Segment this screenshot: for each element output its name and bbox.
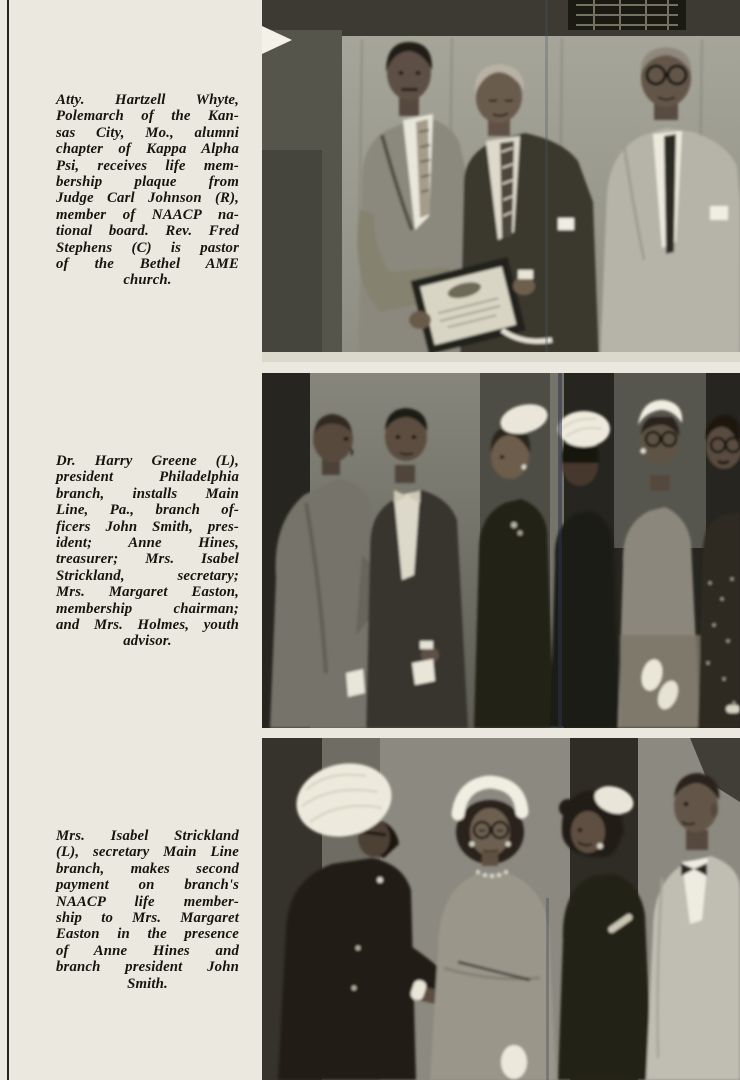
caption-line: ship to Mrs. Margaret (56, 910, 239, 927)
caption-award-presentation (56, 92, 239, 289)
caption-line: payment on branch's (56, 877, 239, 894)
caption-line: president Philadelphia (56, 469, 239, 486)
page-left-rule (7, 0, 9, 1080)
caption-line: Mrs. Isabel Strickland (56, 828, 239, 844)
photo-award-illustration (262, 0, 740, 362)
caption-line: NAACP life member- (56, 893, 239, 910)
caption-line: Atty. Hartzell Whyte, (56, 92, 239, 108)
caption-line: sas City, Mo., alumni (56, 124, 239, 141)
photo-installation-illustration (262, 373, 740, 728)
caption-line: and Mrs. Holmes, youth (56, 617, 239, 634)
caption-line: ident; Anne Hines, (56, 535, 239, 552)
caption-officer-installation (56, 453, 239, 650)
caption-line: Dr. Harry Greene (L), (56, 453, 239, 469)
caption-line: membership chairman; (56, 600, 239, 617)
photo-membership-payment (262, 738, 740, 1080)
caption-line: of Anne Hines and (56, 942, 239, 959)
photo-award-presentation (262, 0, 740, 362)
caption-line: branch, installs Main (56, 485, 239, 502)
caption-line: branch, makes second (56, 860, 239, 877)
photo-payment-illustration (262, 738, 740, 1080)
caption-line: advisor. (123, 633, 172, 650)
caption-line: (L), secretary Main Line (56, 844, 239, 861)
caption-line: tional board. Rev. Fred (56, 223, 239, 240)
caption-line: Judge Carl Johnson (R), (56, 190, 239, 207)
caption-line: Easton in the presence (56, 926, 239, 943)
caption-line: Line, Pa., branch of- (56, 502, 239, 519)
caption-line: member of NAACP na- (56, 206, 239, 223)
caption-membership-payment (56, 828, 239, 992)
caption-line: Psi, receives life mem- (56, 157, 239, 174)
caption-line: chapter of Kappa Alpha (56, 141, 239, 158)
caption-line: bership plaque from (56, 174, 239, 191)
caption-line: of the Bethel AME (56, 256, 239, 273)
caption-line: Strickland, secretary; (56, 567, 239, 584)
caption-line: Smith. (127, 975, 168, 992)
caption-line: ficers John Smith, pres- (56, 518, 239, 535)
caption-line: treasurer; Mrs. Isabel (56, 551, 239, 568)
caption-line: church. (123, 272, 172, 289)
photo-officer-installation (262, 373, 740, 728)
caption-line: Mrs. Margaret Easton, (56, 584, 239, 601)
caption-line: Polemarch of the Kan- (56, 108, 239, 125)
caption-line: branch president John (56, 959, 239, 976)
caption-line: Stephens (C) is pastor (56, 239, 239, 256)
